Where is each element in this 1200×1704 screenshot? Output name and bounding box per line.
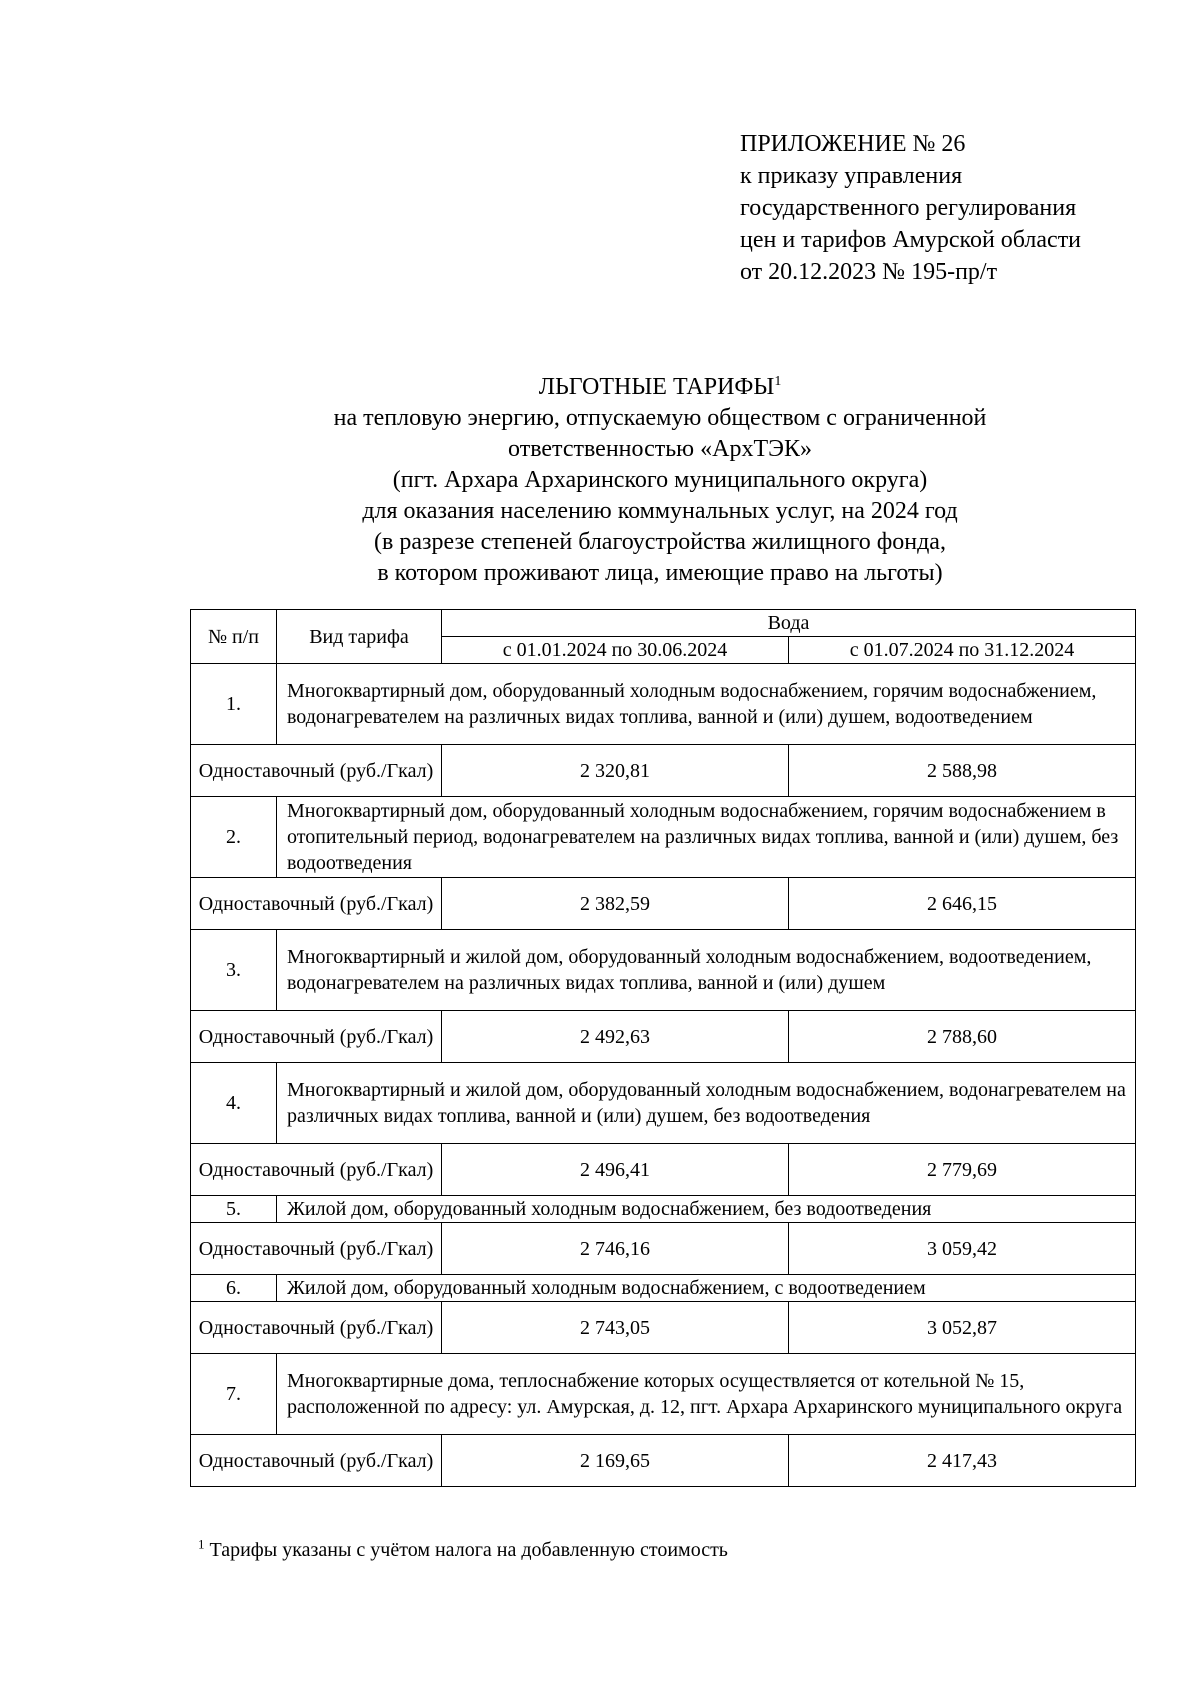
table-row: [191, 745, 1136, 797]
value-period-2: 2 788,60: [789, 1011, 1136, 1063]
title-line: (пгт. Архара Архаринского муниципального округа): [392, 467, 928, 493]
title-footnote-mark: 1: [774, 374, 782, 389]
appendix-line: цен и тарифов Амурской области: [740, 227, 1082, 253]
appendix-line: к приказу управления: [740, 163, 963, 189]
value-period-1: 2 169,65: [442, 1435, 789, 1487]
row-number: 7.: [191, 1354, 277, 1435]
value-period-1: 2 320,81: [442, 745, 789, 797]
value-period-2: 2 588,98: [789, 745, 1136, 797]
table-row: [191, 1435, 1136, 1487]
header-period-2: с 01.07.2024 по 31.12.2024: [789, 637, 1136, 664]
table-row-group: [191, 1196, 1136, 1223]
title-line: в котором проживают лица, имеющие право на льготы): [377, 560, 943, 586]
value-period-1: 2 496,41: [442, 1144, 789, 1196]
header-period-1: с 01.01.2024 по 30.06.2024: [442, 637, 789, 664]
row-description: Жилой дом, оборудованный холодным водоснабжением, с водоотведением: [277, 1275, 1136, 1302]
row-number: 5.: [191, 1196, 277, 1223]
value-period-1: 2 746,16: [442, 1223, 789, 1275]
document-title: [180, 372, 1140, 589]
value-period-2: 2 417,43: [789, 1435, 1136, 1487]
title-line: ответственностью «АрхТЭК»: [508, 436, 812, 462]
value-period-2: 2 779,69: [789, 1144, 1136, 1196]
row-number: 2.: [191, 797, 277, 878]
value-period-2: 2 646,15: [789, 878, 1136, 930]
value-period-2: 3 059,42: [789, 1223, 1136, 1275]
footnote-mark: 1: [198, 1536, 205, 1552]
table-row-group: [191, 797, 1136, 878]
appendix-line: от 20.12.2023 № 195-пр/т: [740, 259, 998, 285]
footnote-text: Тарифы указаны с учётом налога на добавленную стоимость: [209, 1539, 728, 1561]
appendix-line: ПРИЛОЖЕНИЕ № 26: [740, 131, 966, 157]
tariff-label: Одноставочный (руб./Гкал): [191, 878, 442, 930]
tariff-label: Одноставочный (руб./Гкал): [191, 745, 442, 797]
table-row: [191, 878, 1136, 930]
table-row-group: [191, 1354, 1136, 1435]
table-row-group: [191, 1275, 1136, 1302]
tariff-label: Одноставочный (руб./Гкал): [191, 1144, 442, 1196]
row-number: 3.: [191, 930, 277, 1011]
footnote: [198, 1537, 728, 1563]
table-row: [191, 1302, 1136, 1354]
appendix-line: государственного регулирования: [740, 195, 1077, 221]
header-group-water: Вода: [442, 610, 1136, 637]
row-description: Многоквартирный дом, оборудованный холодным водоснабжением, горячим водоснабжением в отопительный период, водонагревателем на различных видах топлива, ванной и (или) душем, без водоотведения: [277, 797, 1136, 878]
table-row: [191, 1011, 1136, 1063]
row-description: Многоквартирные дома, теплоснабжение которых осуществляется от котельной № 15, расположенной по адресу: ул. Амурская, д. 12, пгт. Архара Архаринского муниципального округа: [277, 1354, 1136, 1435]
row-description: Многоквартирный и жилой дом, оборудованный холодным водоснабжением, водоотведением, водонагревателем на различных видах топлива, ванной и (или) душем: [277, 930, 1136, 1011]
tariff-label: Одноставочный (руб./Гкал): [191, 1302, 442, 1354]
title-main-line: [180, 372, 1140, 403]
value-period-1: 2 743,05: [442, 1302, 789, 1354]
table-row: [191, 1223, 1136, 1275]
table-row: [191, 1144, 1136, 1196]
table-row-group: [191, 664, 1136, 745]
tariff-label: Одноставочный (руб./Гкал): [191, 1223, 442, 1275]
title-line: на тепловую энергию, отпускаемую обществом с ограниченной: [333, 405, 987, 431]
table-header-row: [191, 610, 1136, 637]
header-num: № п/п: [191, 610, 277, 664]
value-period-1: 2 382,59: [442, 878, 789, 930]
table-row-group: [191, 1063, 1136, 1144]
row-description: Многоквартирный и жилой дом, оборудованный холодным водоснабжением, водонагревателем на различных видах топлива, ванной и (или) душем, без водоотведения: [277, 1063, 1136, 1144]
row-description: Многоквартирный дом, оборудованный холодным водоснабжением, горячим водоснабжением, водонагревателем на различных видах топлива, ванной и (или) душем, водоотведением: [277, 664, 1136, 745]
title-line: для оказания населению коммунальных услуг, на 2024 год: [362, 498, 958, 524]
row-number: 6.: [191, 1275, 277, 1302]
tariff-label: Одноставочный (руб./Гкал): [191, 1435, 442, 1487]
row-description: Жилой дом, оборудованный холодным водоснабжением, без водоотведения: [277, 1196, 1136, 1223]
title-main: ЛЬГОТНЫЕ ТАРИФЫ: [538, 374, 775, 400]
value-period-2: 3 052,87: [789, 1302, 1136, 1354]
title-line: (в разрезе степеней благоустройства жилищного фонда,: [374, 529, 946, 555]
row-number: 1.: [191, 664, 277, 745]
value-period-1: 2 492,63: [442, 1011, 789, 1063]
tariff-label: Одноставочный (руб./Гкал): [191, 1011, 442, 1063]
appendix-header: [740, 128, 1081, 288]
tariff-table: [190, 609, 1136, 1487]
header-tariff-type: Вид тарифа: [277, 610, 442, 664]
row-number: 4.: [191, 1063, 277, 1144]
table-row-group: [191, 930, 1136, 1011]
